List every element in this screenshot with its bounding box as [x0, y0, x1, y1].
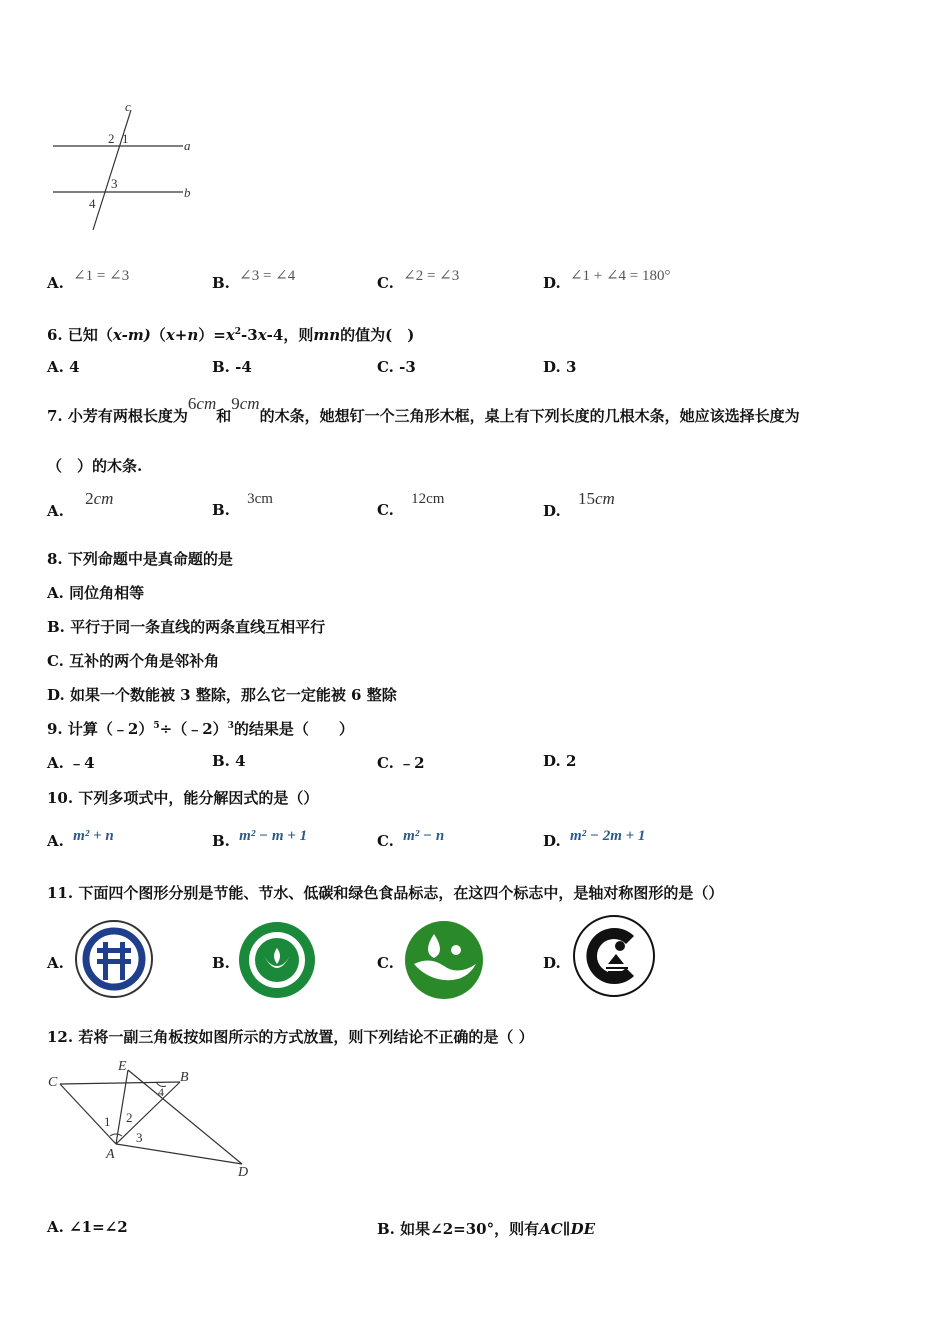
- q8-option-b[interactable]: B. 平行于同一条直线的两条直线互相平行: [47, 618, 326, 636]
- q7-option-d[interactable]: D. 15cm: [543, 489, 615, 520]
- q10-option-d[interactable]: D. m² − 2m + 1: [543, 828, 646, 850]
- q10-option-a[interactable]: A. m² + n: [47, 828, 114, 850]
- q11-option-d[interactable]: D.: [543, 954, 561, 972]
- q11-option-b[interactable]: B.: [212, 954, 230, 972]
- q9-option-d[interactable]: D. 2: [543, 752, 577, 770]
- q5-option-d[interactable]: D. ∠1 + ∠4 = 180°: [543, 268, 671, 292]
- q5-option-b[interactable]: B. ∠3 = ∠4: [212, 268, 296, 292]
- triangle-boards-figure: [44, 1054, 264, 1180]
- svg-text:1: 1: [104, 1114, 111, 1129]
- q8-option-d[interactable]: D. 如果一个数能被 3 整除，那么它一定能被 6 整除: [47, 686, 397, 704]
- q6-option-a[interactable]: A. 4: [47, 358, 80, 376]
- q8-option-c[interactable]: C. 互补的两个角是邻补角: [47, 652, 220, 670]
- q5-option-c[interactable]: C. ∠2 = ∠3: [377, 268, 460, 292]
- q11-option-a[interactable]: A.: [47, 954, 64, 972]
- q6-stem: 6. 已知$(x-m)(x+n)=x^2-3x-4$，则mn的值为( ): [47, 326, 415, 344]
- q12-option-a[interactable]: A. ∠1=∠2: [47, 1218, 128, 1236]
- q6-option-d[interactable]: D. 3: [543, 358, 577, 376]
- q6-option-c[interactable]: C. -3: [377, 358, 416, 376]
- q7-stem-continued: （ ）的木条.: [47, 457, 143, 475]
- q11-stem: 11. 下面四个图形分别是节能、节水、低碳和绿色食品标志，在这四个标志中，是轴对称图形的是（）: [47, 884, 724, 902]
- low-carbon-logo-icon: [404, 920, 484, 1000]
- label-angle-3: 3: [111, 176, 118, 191]
- svg-text:B: B: [180, 1070, 189, 1085]
- q7-option-c[interactable]: C. 12cm: [377, 491, 445, 519]
- q5-option-a[interactable]: A. ∠1 = ∠3: [47, 268, 130, 292]
- q8-stem: 8. 下列命题中是真命题的是: [47, 550, 233, 568]
- q9-option-b[interactable]: B. 4: [212, 752, 246, 770]
- label-b: b: [184, 185, 191, 200]
- q11-option-c[interactable]: C.: [377, 954, 394, 972]
- q10-stem: 10. 下列多项式中，能分解因式的是（）: [47, 789, 319, 807]
- q12-option-b[interactable]: B. 如果∠2=30°，则有AC∥DE: [377, 1220, 596, 1238]
- svg-text:E: E: [118, 1059, 127, 1074]
- q9-option-a[interactable]: A. ﹣4: [47, 754, 95, 772]
- energy-saving-logo-icon: [73, 918, 155, 1000]
- water-saving-logo-icon: [237, 920, 317, 1000]
- q8-option-a[interactable]: A. 同位角相等: [47, 584, 145, 602]
- q7-option-b[interactable]: B. 3cm: [212, 491, 273, 519]
- svg-text:2: 2: [126, 1110, 133, 1125]
- q6-option-b[interactable]: B. -4: [212, 358, 252, 376]
- q7-stem: 7. 小芳有两根长度为6cm和9cm的木条，她想钉一个三角形木框，桌上有下列长度的几根木条，她应该选择长度为: [47, 394, 800, 425]
- svg-text:4: 4: [158, 1085, 164, 1099]
- label-c: c: [125, 99, 131, 114]
- q7-option-a[interactable]: A. 2cm: [47, 489, 114, 520]
- label-a: a: [184, 138, 191, 153]
- parallel-lines-figure: [45, 98, 205, 238]
- q10-option-c[interactable]: C. m² − n: [377, 828, 445, 850]
- green-food-logo-icon: [572, 914, 656, 998]
- q12-stem: 12. 若将一副三角板按如图所示的方式放置，则下列结论不正确的是（ ）: [47, 1028, 534, 1046]
- label-angle-1: 1: [122, 131, 129, 146]
- q10-option-b[interactable]: B. m² − m + 1: [212, 828, 308, 850]
- svg-text:C: C: [48, 1075, 58, 1090]
- svg-text:A: A: [106, 1147, 115, 1162]
- svg-text:3: 3: [136, 1130, 143, 1145]
- svg-text:D: D: [238, 1165, 249, 1180]
- line-c: [93, 110, 131, 230]
- q9-option-c[interactable]: C. ﹣2: [377, 754, 425, 772]
- label-angle-4: 4: [89, 196, 96, 211]
- label-angle-2: 2: [108, 131, 115, 146]
- q9-stem: 9. 计算（﹣2）$^5$÷（﹣2）$^3$的结果是（ ）: [47, 720, 354, 738]
